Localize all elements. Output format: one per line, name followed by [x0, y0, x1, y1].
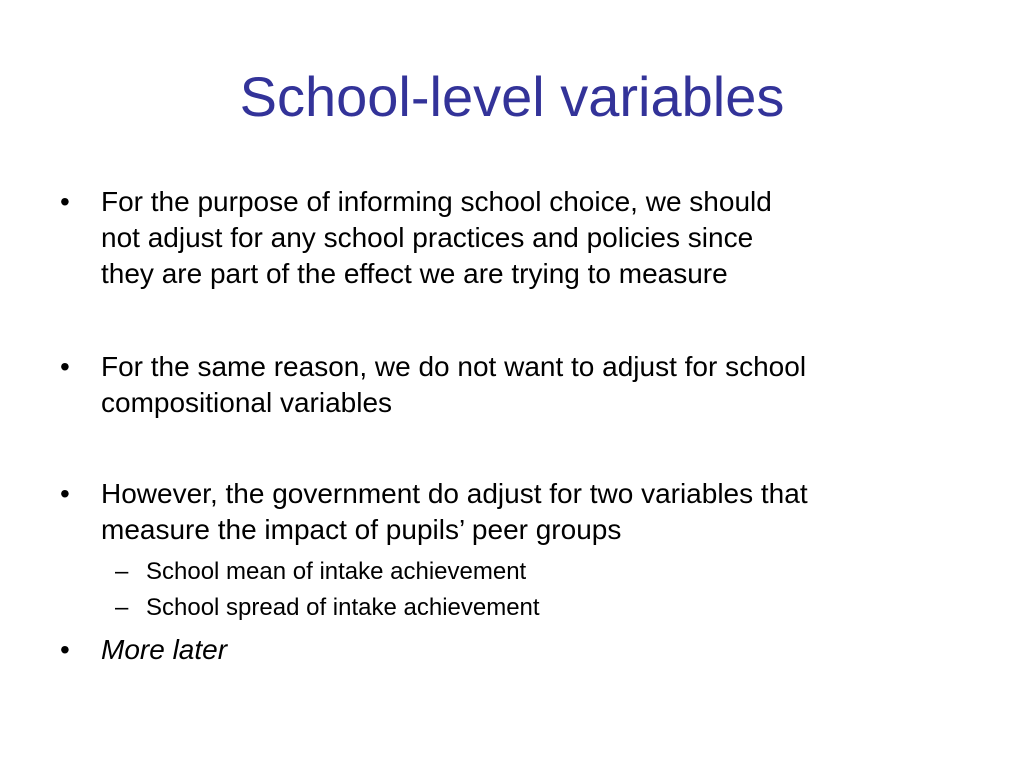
bullet-line: measure the impact of pupils’ peer groups [101, 514, 622, 545]
bullet-line: not adjust for any school practices and policies since [101, 222, 754, 253]
slide-title: School-level variables [239, 65, 785, 128]
sub-bullet-text: School mean of intake achievement [146, 558, 527, 585]
bullet-marker: • [60, 634, 70, 665]
sub-bullet-text: School spread of intake achievement [146, 594, 540, 621]
sub-bullet-marker: – [115, 558, 129, 585]
bullet-line: For the purpose of informing school choice, we should [101, 186, 772, 217]
bullet-line: they are part of the effect we are trying to measure [101, 258, 728, 289]
bullet-marker: • [60, 478, 70, 509]
bullet-text [101, 349, 981, 421]
bullet-text [101, 476, 981, 548]
bullet-marker: • [60, 351, 70, 382]
sub-bullet-marker: – [115, 594, 129, 621]
bullet-text [101, 184, 981, 292]
bullet-line: However, the government do adjust for two variables that [101, 478, 808, 509]
bullet-line: For the same reason, we do not want to adjust for school [101, 351, 807, 382]
bullet-marker: • [60, 186, 70, 217]
bullet-line: compositional variables [101, 387, 393, 418]
bullet-text [101, 632, 981, 668]
bullet-line: More later [101, 634, 228, 665]
